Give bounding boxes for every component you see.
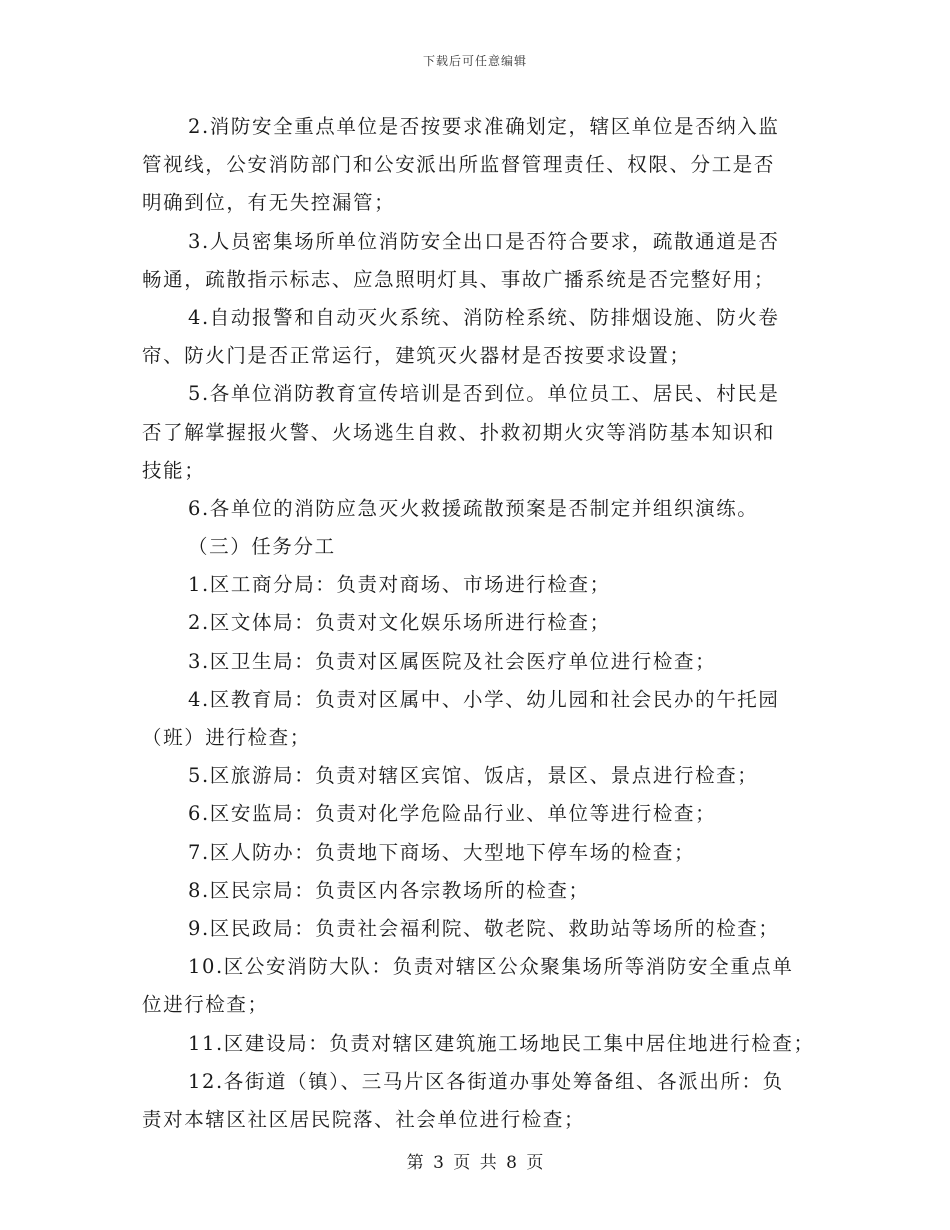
- text-line: 5.区旅游局：负责对辖区宾馆、饭店，景区、景点进行检查；: [188, 764, 759, 788]
- text-line: 2.消防安全重点单位是否按要求准确划定，辖区单位是否纳入监: [188, 115, 780, 138]
- text-line: 位进行检查；: [142, 993, 269, 1017]
- text-line: 11.区建设局：负责对辖区建筑施工场地民工集中居住地进行检查；: [188, 1031, 815, 1055]
- text-line: 4.自动报警和自动灭火系统、消防栓系统、防排烟设施、防火卷: [188, 305, 780, 329]
- text-line: 9.区民政局：负责社会福利院、敬老院、救助站等场所的检查；: [188, 916, 780, 940]
- text-line: 6.各单位的消防应急灭火救援疏散预案是否制定并组织演练。: [188, 496, 759, 520]
- text-line: 4.区教育局：负责对区属中、小学、幼儿园和社会民办的午托园: [188, 687, 780, 711]
- text-line: 12.各街道（镇）、三马片区各街道办事处筹备组、各派出所：负: [188, 1069, 784, 1093]
- text-line: 3.区卫生局：负责对区属医院及社会医疗单位进行检查；: [188, 649, 717, 673]
- text-line: 管视线，公安消防部门和公安派出所监督管理责任、权限、分工是否: [142, 153, 776, 177]
- text-line: 2.区文体局：负责对文化娱乐场所进行检查；: [188, 611, 611, 635]
- text-line: 帘、防火门是否正常运行，建筑灭火器材是否按要求设置；: [142, 344, 691, 368]
- document-body: [142, 108, 815, 1139]
- text-line: 7.区人防办：负责地下商场、大型地下停车场的检查；: [188, 840, 696, 864]
- text-line: 5.各单位消防教育宣传培训是否到位。单位员工、居民、村民是: [188, 382, 780, 406]
- text-line: 3.人员密集场所单位消防安全出口是否符合要求，疏散通道是否: [188, 229, 780, 253]
- text-line: （三）任务分工: [188, 535, 336, 559]
- text-line: 6.区安监局：负责对化学危险品行业、单位等进行检查；: [188, 802, 717, 826]
- text-line: 否了解掌握报火警、火场逃生自救、扑救初期火灾等消防基本知识和: [142, 420, 776, 444]
- text-line: 明确到位，有无失控漏管；: [142, 191, 396, 215]
- text-line: 10.区公安消防大队：负责对辖区公众聚集场所等消防安全重点单: [188, 955, 794, 979]
- text-line: 畅通，疏散指示标志、应急照明灯具、事故广播系统是否完整好用；: [142, 267, 776, 291]
- text-line: 8.区民宗局：负责区内各宗教场所的检查；: [188, 878, 590, 902]
- text-line: 责对本辖区社区居民院落、社会单位进行检查；: [142, 1107, 586, 1131]
- text-line: 技能；: [142, 458, 206, 482]
- page-footer: 第 3 页 共 8 页: [406, 1153, 544, 1173]
- page-header: 下载后可任意编辑: [422, 54, 527, 68]
- text-line: 1.区工商分局：负责对商场、市场进行检查；: [188, 573, 611, 597]
- text-line: （班）进行检查；: [142, 726, 311, 749]
